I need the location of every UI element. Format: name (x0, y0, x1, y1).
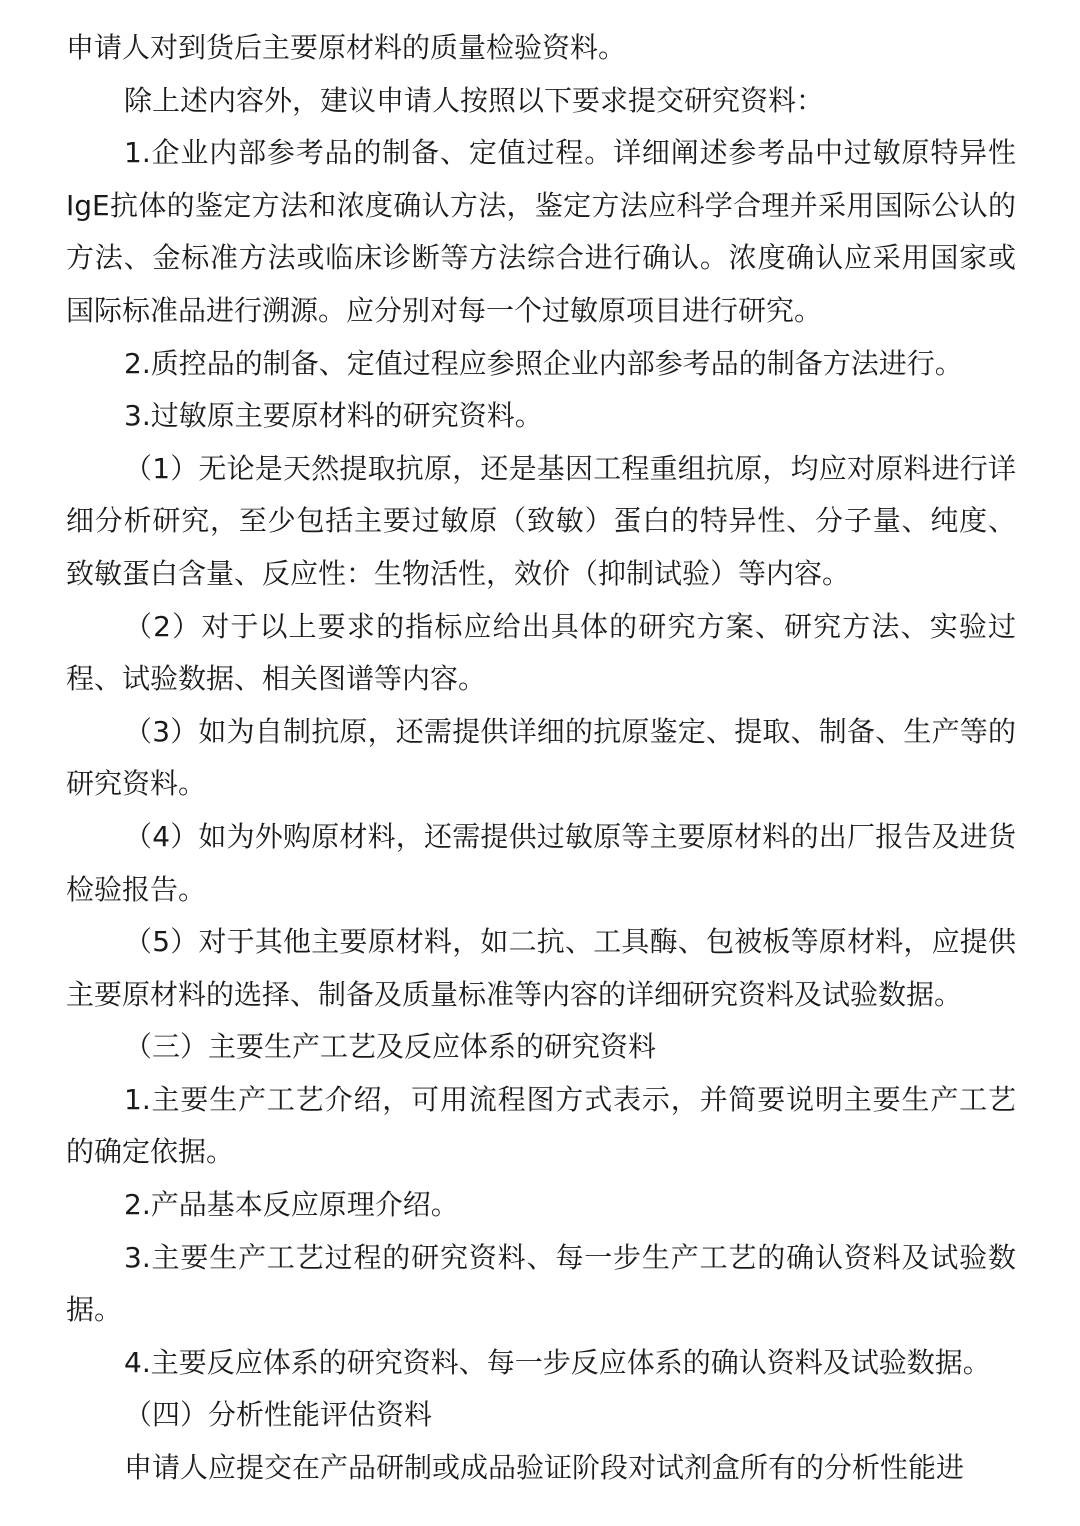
paragraph: 4.主要反应体系的研究资料、每一步反应体系的确认资料及试验数据。 (124, 1345, 991, 1379)
paragraph: 3.过敏原主要原材料的研究资料。 (124, 399, 543, 433)
paragraph: （5）对于其他主要原材料，如二抗、工具酶、包被板等原材料，应提供主要原材料的选择、制备及质量标准等内容的详细研究资料及试验数据。 (66, 925, 1016, 1011)
paragraph: 2.产品基本反应原理介绍。 (124, 1188, 459, 1222)
paragraph: 申请人对到货后主要原材料的质量检验资料。 (66, 31, 627, 64)
paragraph: （1）无论是天然提取抗原，还是基因工程重组抗原，均应对原料进行详细分析研究，至少包括主要过敏原（致敏）蛋白的特异性、分子量、纯度、致敏蛋白含量、反应性：生物活性，效价（抑制试验）等内容。 (66, 451, 1016, 590)
section-heading: （三）主要生产工艺及反应体系的研究资料 (124, 1030, 657, 1064)
paragraph: 除上述内容外，建议申请人按照以下要求提交研究资料： (124, 83, 825, 117)
paragraph: （4）如为外购原材料，还需提供过敏原等主要原材料的出厂报告及进货检验报告。 (66, 819, 1016, 906)
paragraph: （3）如为自制抗原，还需提供详细的抗原鉴定、提取、制备、生产等的研究资料。 (66, 714, 1016, 801)
paragraph: （2）对于以上要求的指标应给出具体的研究方案、研究方法、实验过程、试验数据、相关图谱等内容。 (66, 609, 1016, 696)
paragraph: 3.主要生产工艺过程的研究资料、每一步生产工艺的确认资料及试验数据。 (66, 1240, 1016, 1327)
paragraph: 1.企业内部参考品的制备、定值过程。详细阐述参考品中过敏原特异性IgE抗体的鉴定方法和浓度确认方法，鉴定方法应科学合理并采用国际公认的方法、金标准方法或临床诊断等方法综合进行确认。浓度确认应采用国家或国际标准品进行溯源。应分别对每一个过敏原项目进行研究。 (66, 136, 1016, 327)
paragraph: 申请人应提交在产品研制或成品验证阶段对试剂盒所有的分析性能进 (124, 1451, 965, 1485)
section-heading: （四）分析性能评估资料 (124, 1398, 433, 1432)
paragraph: 1.主要生产工艺介绍，可用流程图方式表示，并简要说明主要生产工艺的确定依据。 (66, 1082, 1016, 1169)
paragraph: 2.质控品的制备、定值过程应参照企业内部参考品的制备方法进行。 (124, 346, 963, 380)
